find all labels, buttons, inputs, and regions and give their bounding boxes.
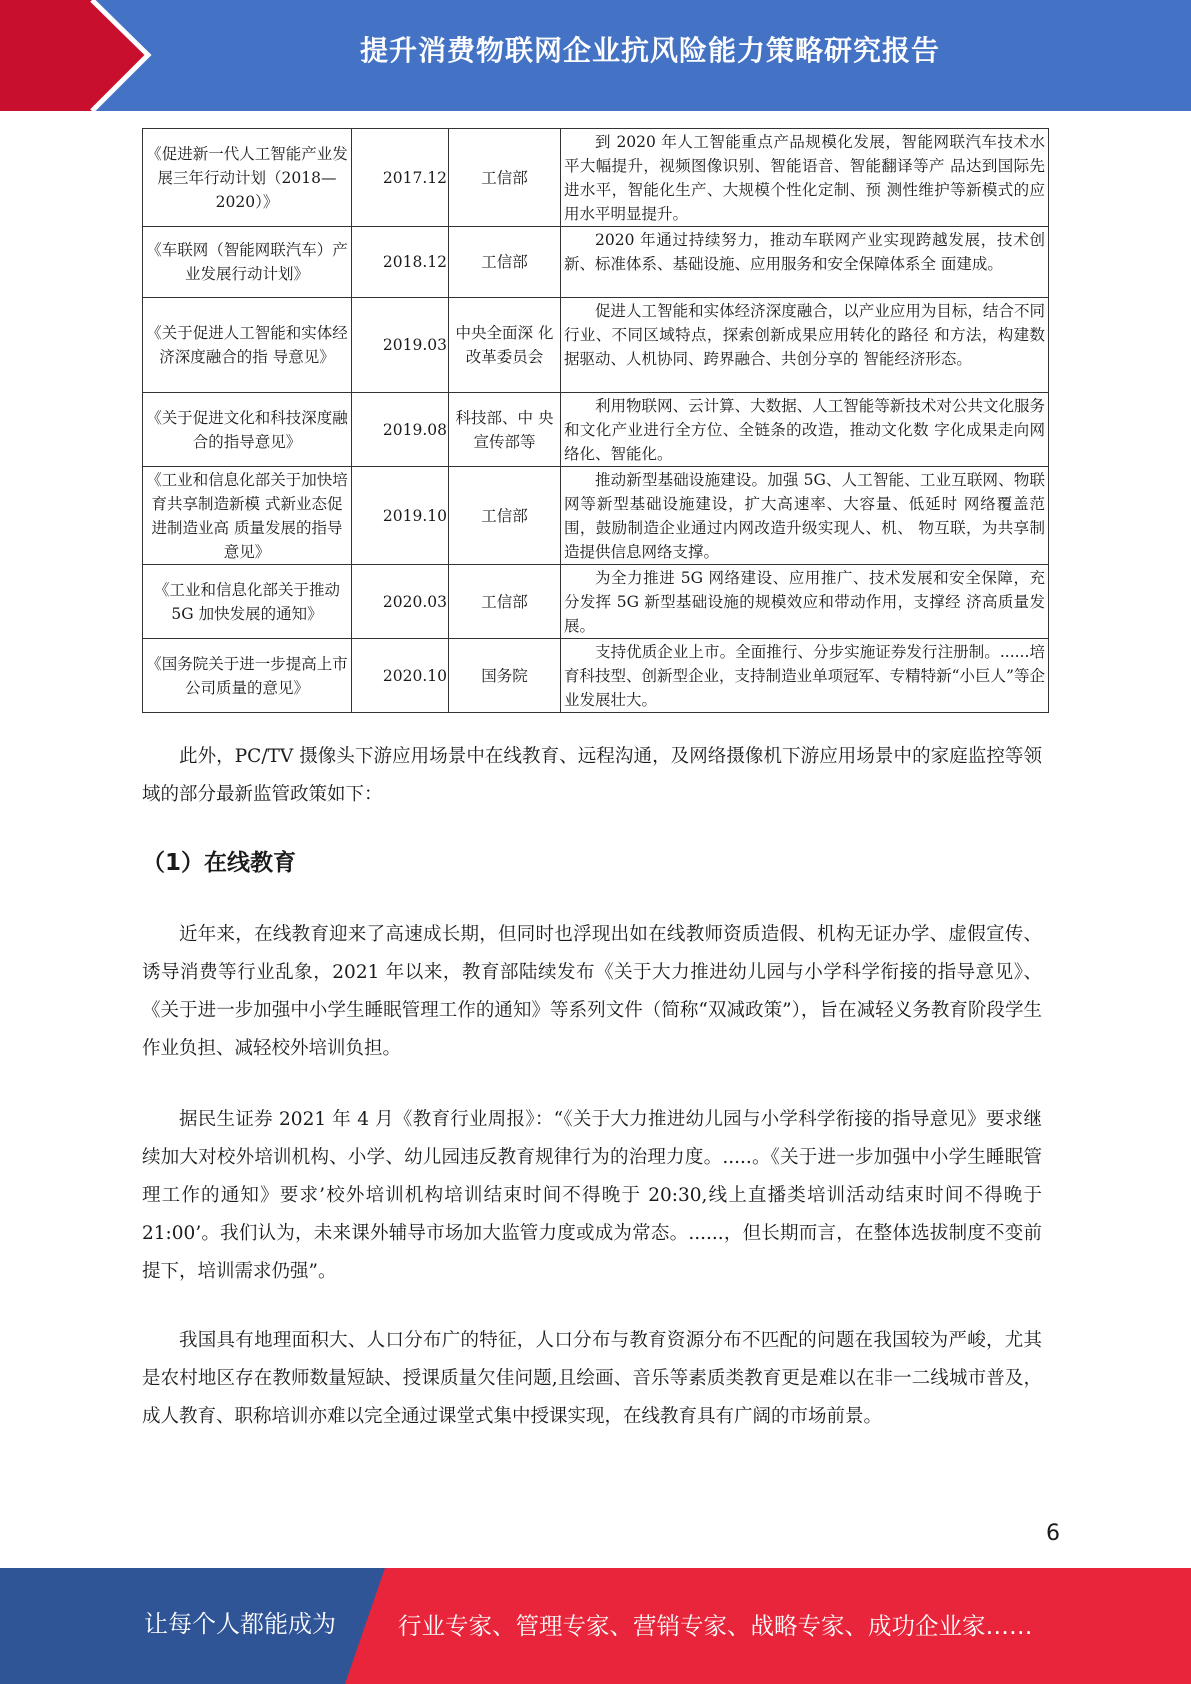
policy-date-cell: 2018.12 [352,227,449,298]
intro-paragraph: 此外，PC/TV 摄像头下游应用场景中在线教育、远程沟通，及网络摄像机下游应用场景中的家庭监控等领域的部分最新监管政策如下： [142,746,1042,805]
page-footer [0,1568,1191,1684]
policy-date-cell: 2019.03 [352,298,449,393]
policy-name-cell: 《车联网（智能网联汽车）产业发展行动计划》 [143,227,352,298]
policy-name-cell: 《促进新一代人工智能产业发展三年行动计划（2018—2020）》 [143,129,352,227]
policy-content-cell: 推动新型基础设施建设。加强 5G、人工智能、工业互联网、物联网等新型基础设施建设，扩大高速率、大容量、低延时 网络覆盖范围，鼓励制造企业通过内网改造升级实现人、机、 物互联，为共享制造提供信息网络支撑。 [561,467,1049,565]
policy-date-cell: 2020.10 [352,639,449,713]
policy-name-cell: 《工业和信息化部关于加快培育共享制造新模 式新业态促进制造业高 质量发展的指导意见》 [143,467,352,565]
policy-date-cell: 2019.10 [352,467,449,565]
policy-dept-cell: 工信部 [449,565,561,639]
table-row [143,467,1049,565]
table-row [143,227,1049,298]
table-row [143,393,1049,467]
policy-dept-cell: 工信部 [449,129,561,227]
table-row [143,639,1049,713]
policy-content-cell: 为全力推进 5G 网络建设、应用推广、技术发展和安全保障，充分发挥 5G 新型基础设施的规模效应和带动作用，支撑经 济高质量发展。 [561,565,1049,639]
body-paragraph: 据民生证券 2021 年 4 月《教育行业周报》：“《关于大力推进幼儿园与小学科学衔接的指导意见》要求继续加大对校外培训机构、小学、幼儿园违反教育规律行为的治理力度。.....。《关于进一步加强中小学生睡眠管理工作的通知》要求’校外培训机构培训结束时间不得晚于 20:30,线上直播类培训活动结束时间不得晚于 21:00’。我们认为，未来课外辅导市场加大监管力度或成为常态。......，但长期而言，在整体选拔制度不变前提下，培训需求仍强”。 [142,1109,1042,1282]
policy-dept-cell: 科技部、中 央宣传部等 [449,393,561,467]
policy-content-cell: 到 2020 年人工智能重点产品规模化发展，智能网联汽车技术水平大幅提升，视频图像识别、智能语音、智能翻译等产 品达到国际先进水平，智能化生产、大规模个性化定制、预 测性维护等新模式的应用水平明显提升。 [561,129,1049,227]
policy-table [142,128,1049,713]
table-row [143,565,1049,639]
policy-content-cell: 利用物联网、云计算、大数据、人工智能等新技术对公共文化服务和文化产业进行全方位、全链条的改造，推动文化数 字化成果走向网络化、智能化。 [561,393,1049,467]
policy-content-cell: 支持优质企业上市。全面推行、分步实施证券发行注册制。......培育科技型、创新型企业，支持制造业单项冠军、专精特新“小巨人”等企业发展壮大。 [561,639,1049,713]
report-title: 提升消费物联网企业抗风险能力策略研究报告 [359,34,940,67]
policy-name-cell: 《关于促进人工智能和实体经济深度融合的指 导意见》 [143,298,352,393]
policy-dept-cell: 中央全面深 化改革委员会 [449,298,561,393]
policy-name-cell: 《工业和信息化部关于推动 5G 加快发展的通知》 [143,565,352,639]
body-paragraph: 我国具有地理面积大、人口分布广的特征，人口分布与教育资源分布不匹配的问题在我国较为严峻，尤其是农村地区存在教师数量短缺、授课质量欠佳问题,且绘画、音乐等素质类教育更是难以在非一二线城市普及，成人教育、职称培训亦难以完全通过课堂式集中授课实现，在线教育具有广阔的市场前景。 [142,1330,1042,1427]
policy-date-cell: 2017.12 [352,129,449,227]
policy-date-cell: 2020.03 [352,565,449,639]
footer-slogan-left: 让每个人都能成为 [144,1610,336,1638]
policy-dept-cell: 国务院 [449,639,561,713]
policy-name-cell: 《关于促进文化和科技深度融合的指导意见》 [143,393,352,467]
policy-date-cell: 2019.08 [352,393,449,467]
page-header [0,0,1191,111]
policy-dept-cell: 工信部 [449,227,561,298]
policy-content-cell: 2020 年通过持续努力，推动车联网产业实现跨越发展，技术创新、标准体系、基础设施、应用服务和安全保障体系全 面建成。 [561,227,1049,298]
page-number: 6 [1046,1521,1060,1546]
policy-name-cell: 《国务院关于进一步提高上市公司质量的意见》 [143,639,352,713]
table-row [143,298,1049,393]
policy-content-cell: 促进人工智能和实体经济深度融合，以产业应用为目标，结合不同行业、不同区域特点，探索创新成果应用转化的路径 和方法，构建数据驱动、人机协同、跨界融合、共创分享的 智能经济形态。 [561,298,1049,393]
body-paragraph: 近年来，在线教育迎来了高速成长期，但同时也浮现出如在线教师资质造假、机构无证办学、虚假宣传、诱导消费等行业乱象，2021 年以来，教育部陆续发布《关于大力推进幼儿园与小学科学衔接的指导意见》、《关于进一步加强中小学生睡眠管理工作的通知》等系列文件（简称“双减政策”），旨在减轻义务教育阶段学生作业负担、减轻校外培训负担。 [142,924,1042,1059]
policy-dept-cell: 工信部 [449,467,561,565]
table-row [143,129,1049,227]
section-heading: （1）在线教育 [142,850,297,876]
footer-slogan-right: 行业专家、管理专家、营销专家、战略专家、成功企业家…… [398,1612,1033,1640]
